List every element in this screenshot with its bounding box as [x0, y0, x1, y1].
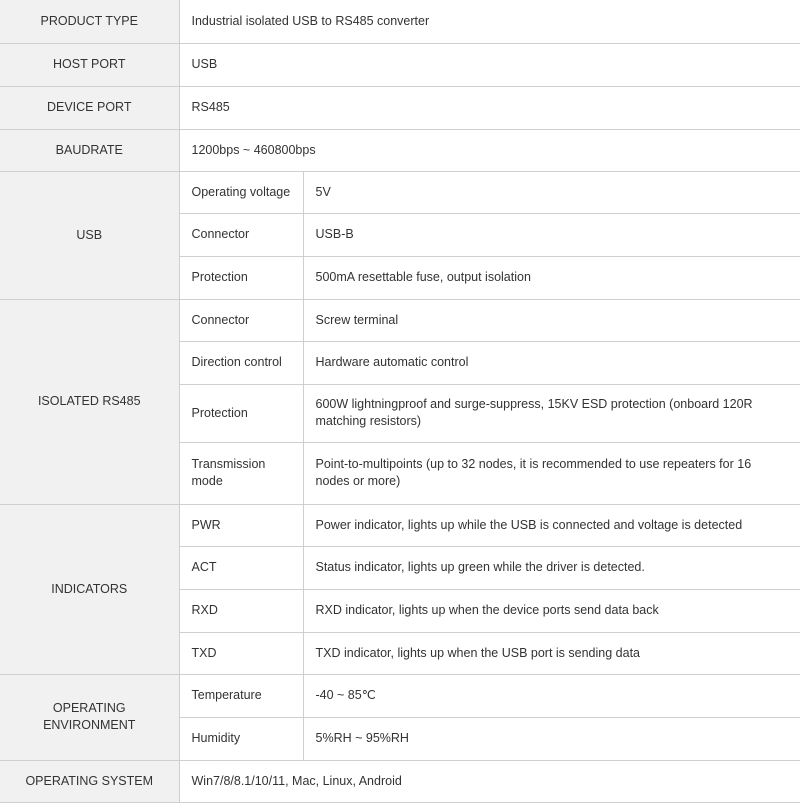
sub-label: TXD: [179, 632, 303, 674]
row-value: Win7/8/8.1/10/11, Mac, Linux, Android: [179, 760, 800, 802]
sub-value: 500mA resettable fuse, output isolation: [303, 256, 800, 299]
row-label: BAUDRATE: [0, 129, 179, 171]
sub-label: Direction control: [179, 341, 303, 384]
row-label: DEVICE PORT: [0, 86, 179, 129]
sub-label: Connector: [179, 299, 303, 341]
sub-value: TXD indicator, lights up when the USB port is sending data: [303, 632, 800, 674]
sub-value: 5V: [303, 171, 800, 213]
sub-label: RXD: [179, 589, 303, 632]
sub-label: Humidity: [179, 717, 303, 760]
table-row-product-type: [0, 0, 800, 43]
sub-value: Screw terminal: [303, 299, 800, 341]
sub-value: Point-to-multipoints (up to 32 nodes, it is recommended to use repeaters for 16 nodes or more): [303, 442, 800, 504]
group-label-usb: USB: [0, 171, 179, 299]
table-row-rs485-connector: [0, 299, 800, 341]
table-row-usb-voltage: [0, 171, 800, 213]
row-value: USB: [179, 43, 800, 86]
row-label: PRODUCT TYPE: [0, 0, 179, 43]
sub-label: Protection: [179, 256, 303, 299]
table-row-env-temperature: [0, 674, 800, 717]
sub-value: 600W lightningproof and surge-suppress, 15KV ESD protection (onboard 120R matching resistors): [303, 384, 800, 442]
sub-value: USB-B: [303, 213, 800, 256]
sub-label: Operating voltage: [179, 171, 303, 213]
row-value: 1200bps ~ 460800bps: [179, 129, 800, 171]
sub-label: Transmission mode: [179, 442, 303, 504]
sub-value: Status indicator, lights up green while the driver is detected.: [303, 546, 800, 589]
sub-label: ACT: [179, 546, 303, 589]
sub-value: Hardware automatic control: [303, 341, 800, 384]
group-label-operating-environment: OPERATING ENVIRONMENT: [0, 674, 179, 760]
table-row-device-port: [0, 86, 800, 129]
group-label-indicators: INDICATORS: [0, 504, 179, 674]
sub-label: Protection: [179, 384, 303, 442]
group-label-isolated-rs485: ISOLATED RS485: [0, 299, 179, 504]
sub-label: PWR: [179, 504, 303, 546]
sub-value: RXD indicator, lights up when the device ports send data back: [303, 589, 800, 632]
sub-value: 5%RH ~ 95%RH: [303, 717, 800, 760]
row-value: RS485: [179, 86, 800, 129]
row-value: Industrial isolated USB to RS485 converter: [179, 0, 800, 43]
sub-value: Power indicator, lights up while the USB is connected and voltage is detected: [303, 504, 800, 546]
sub-label: Connector: [179, 213, 303, 256]
table-row-operating-system: [0, 760, 800, 802]
sub-label: Temperature: [179, 674, 303, 717]
table-row-baudrate: [0, 129, 800, 171]
table-row-host-port: [0, 43, 800, 86]
row-label: OPERATING SYSTEM: [0, 760, 179, 802]
row-label: HOST PORT: [0, 43, 179, 86]
sub-value: -40 ~ 85℃: [303, 674, 800, 717]
table-row-indicator-pwr: [0, 504, 800, 546]
